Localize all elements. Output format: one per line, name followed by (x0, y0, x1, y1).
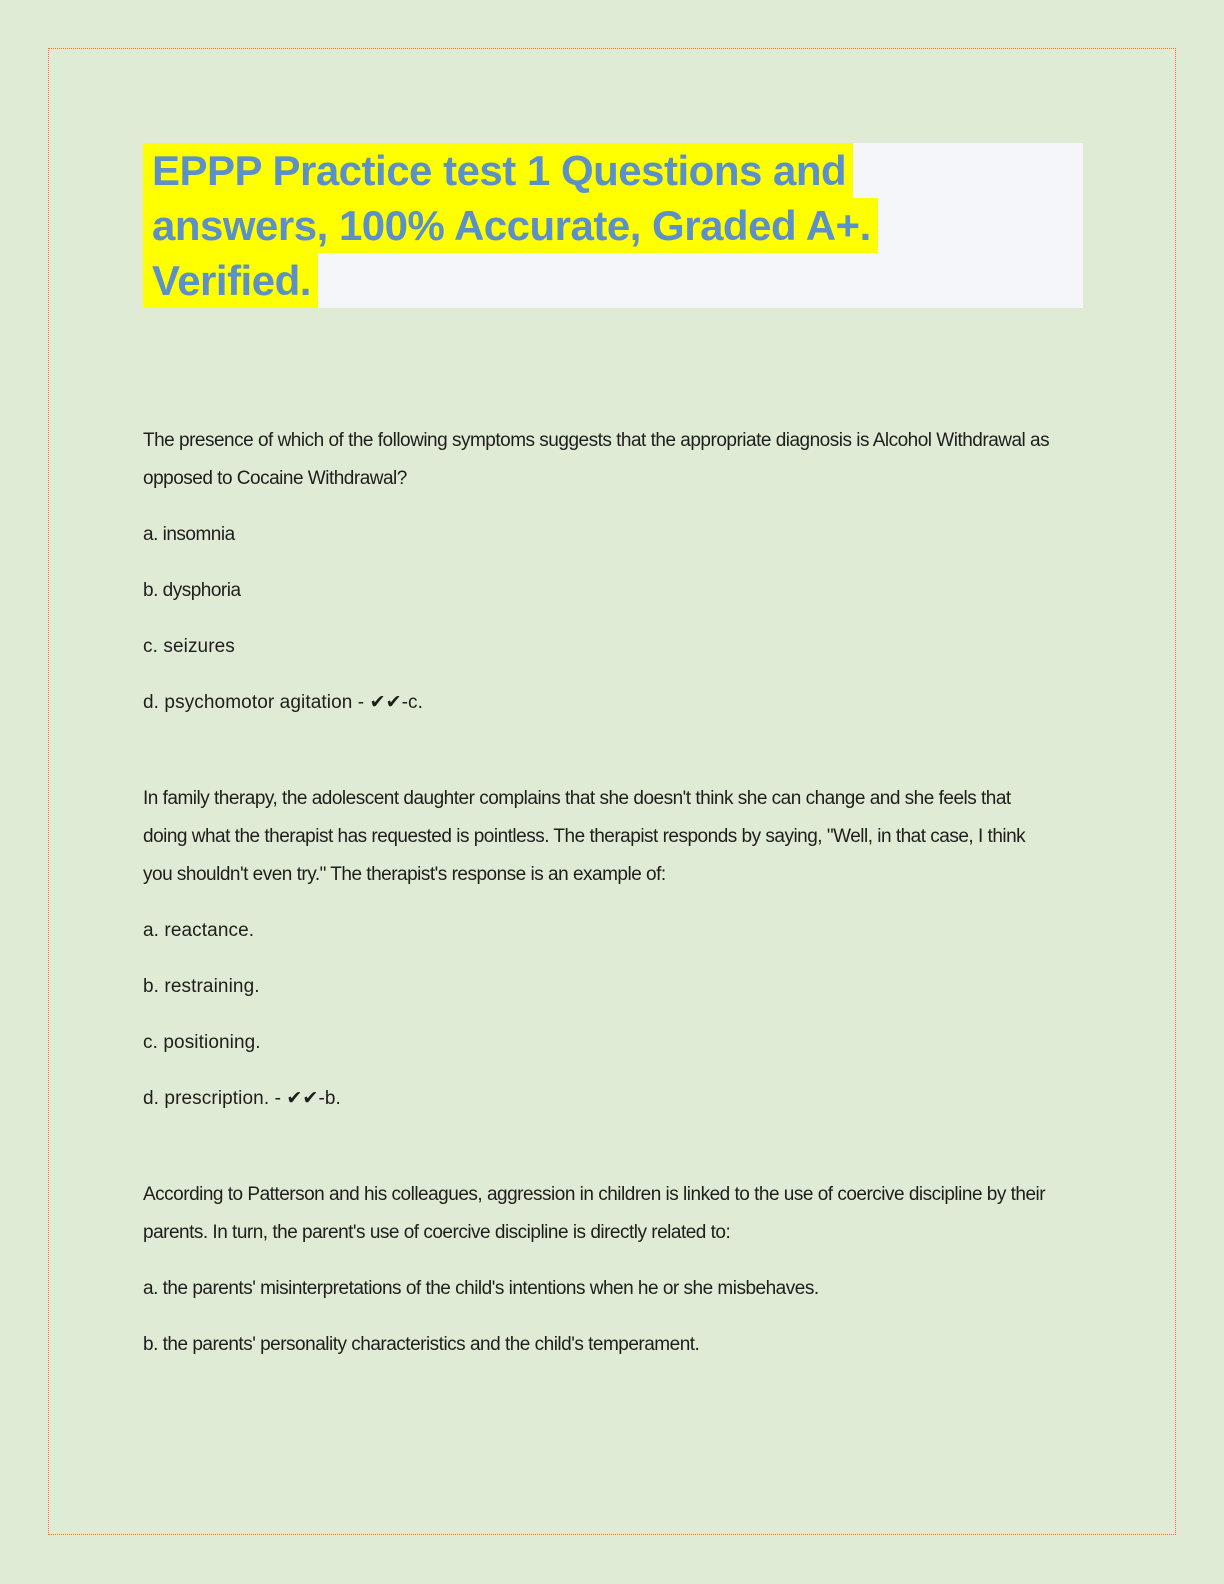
answer-option-correct: d. psychomotor agitation - ✔✔-c. (143, 692, 424, 713)
question-text: In family therapy, the adolescent daughter complains that she doesn't think she can change and she feels that doing what the therapist has requested is pointless. The therapist responds by saying, "Well, in that case, I think you shouldn't even try." The therapist's response is an example of: (143, 788, 1026, 885)
title-highlighted-text: answers, 100% Accurate, Graded A+. (143, 198, 878, 253)
answer-option: b. the parents' personality characteristics and the child's temperament. (143, 1334, 700, 1355)
answer-option: c. positioning. (143, 1032, 261, 1053)
answer-option-correct: d. prescription. - ✔✔-b. (143, 1088, 341, 1109)
question-text: The presence of which of the following symptoms suggests that the appropriate diagnosis is Alcohol Withdrawal as opposed to Cocaine Withdrawal? (143, 430, 1050, 489)
answer-option: c. seizures (143, 636, 235, 657)
answer-option: b. dysphoria (143, 580, 241, 601)
title-line-3 (143, 253, 1083, 308)
answer-option: b. restraining. (143, 976, 260, 997)
title-highlighted-text: EPPP Practice test 1 Questions and (143, 143, 853, 198)
title-line-2 (143, 198, 1083, 253)
title-line-1 (143, 143, 1083, 198)
page-content (143, 143, 1083, 1382)
question-block-3 (143, 1176, 1053, 1364)
title-highlighted-text: Verified. (143, 253, 318, 308)
question-text: According to Patterson and his colleagues, aggression in children is linked to the use of coercive discipline by their parents. In turn, the parent's use of coercive discipline is directly related to: (143, 1184, 1046, 1243)
document-title (143, 143, 1083, 308)
question-block-2 (143, 780, 1053, 1118)
answer-option: a. reactance. (143, 920, 255, 941)
document-body (143, 422, 1053, 1364)
question-block-1 (143, 422, 1053, 722)
answer-option: a. insomnia (143, 524, 235, 545)
answer-option: a. the parents' misinterpretations of the child's intentions when he or she misbehaves. (143, 1278, 819, 1299)
